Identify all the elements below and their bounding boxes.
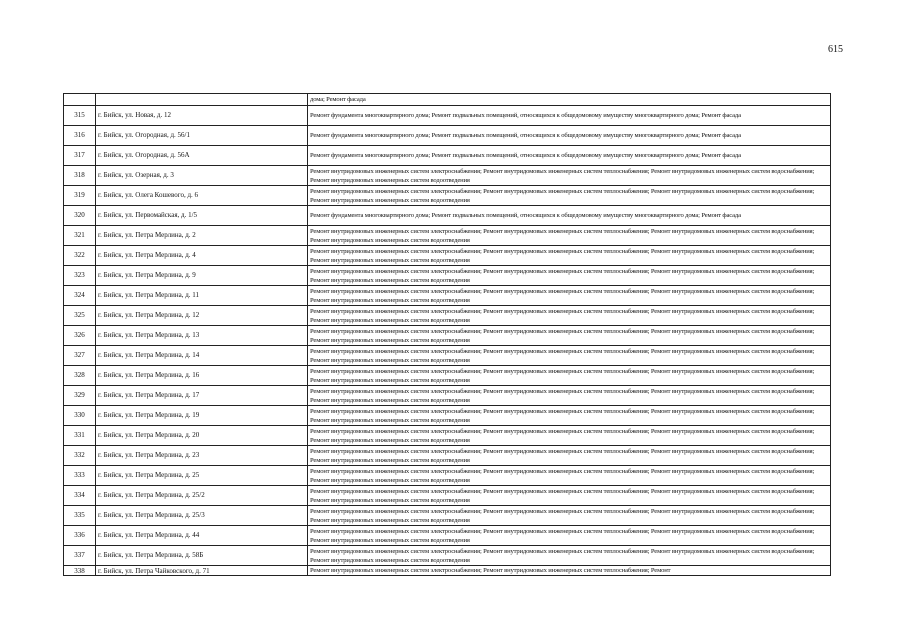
works-cell: Ремонт внутридомовых инженерных систем электроснабжения; Ремонт внутридомовых инженерных систем теплоснабжения; Ремонт внутридомовых инженерных систем водоснабжения; Ремонт внутридомовых инженерных систем водоотведения (308, 226, 831, 246)
works-cell: Ремонт внутридомовых инженерных систем электроснабжения; Ремонт внутридомовых инженерных систем теплоснабжения; Ремонт внутридомовых инженерных систем водоснабжения; Ремонт внутридомовых инженерных систем водоотведения (308, 446, 831, 466)
address-cell: г. Бийск, ул. Петра Мерлина, д. 11 (96, 286, 308, 306)
table-row (64, 326, 831, 346)
works-cell: Ремонт внутридомовых инженерных систем электроснабжения; Ремонт внутридомовых инженерных систем теплоснабжения; Ремонт внутридомовых инженерных систем водоснабжения; Ремонт внутридомовых инженерных систем водоотведения (308, 386, 831, 406)
address-cell: г. Бийск, ул. Новая, д. 12 (96, 106, 308, 126)
address-cell: г. Бийск, ул. Петра Чайковского, д. 71 (96, 566, 308, 576)
row-number-cell: 337 (64, 546, 96, 566)
row-number-cell: 330 (64, 406, 96, 426)
works-cell: Ремонт внутридомовых инженерных систем электроснабжения; Ремонт внутридомовых инженерных систем теплоснабжения; Ремонт внутридомовых инженерных систем водоснабжения; Ремонт внутридомовых инженерных систем водоотведения (308, 306, 831, 326)
row-number-cell: 333 (64, 466, 96, 486)
table-row (64, 466, 831, 486)
works-cell: Ремонт внутридомовых инженерных систем электроснабжения; Ремонт внутридомовых инженерных систем теплоснабжения; Ремонт внутридомовых инженерных систем водоснабжения; Ремонт внутридомовых инженерных систем водоотведения (308, 366, 831, 386)
table-row (64, 226, 831, 246)
table-row (64, 146, 831, 166)
table-row-continuation (64, 94, 831, 106)
works-cell: Ремонт фундамента многоквартирного дома; Ремонт подвальных помещений, относящихся к общедомовому имуществу многоквартирного дома; Ремонт фасада (308, 126, 831, 146)
works-cell: Ремонт внутридомовых инженерных систем электроснабжения; Ремонт внутридомовых инженерных систем теплоснабжения; Ремонт внутридомовых инженерных систем водоснабжения; Ремонт внутридомовых инженерных систем водоотведения (308, 166, 831, 186)
address-cell: г. Бийск, ул. Петра Мерлина, д. 14 (96, 346, 308, 366)
row-number-cell: 336 (64, 526, 96, 546)
address-cell: г. Бийск, ул. Петра Мерлина, д. 25/3 (96, 506, 308, 526)
address-cell: г. Бийск, ул. Петра Мерлина, д. 17 (96, 386, 308, 406)
row-number-cell: 325 (64, 306, 96, 326)
table-row (64, 346, 831, 366)
row-number-cell: 317 (64, 146, 96, 166)
works-cell: Ремонт внутридомовых инженерных систем электроснабжения; Ремонт внутридомовых инженерных систем теплоснабжения; Ремонт внутридомовых инженерных систем водоснабжения; Ремонт внутридомовых инженерных систем водоотведения (308, 426, 831, 446)
address-cell: г. Бийск, ул. Петра Мерлина, д. 2 (96, 226, 308, 246)
address-cell: г. Бийск, ул. Петра Мерлина, д. 16 (96, 366, 308, 386)
table-row (64, 446, 831, 466)
row-number-cell: 320 (64, 206, 96, 226)
row-number-cell: 332 (64, 446, 96, 466)
works-cell: Ремонт внутридомовых инженерных систем электроснабжения; Ремонт внутридомовых инженерных систем теплоснабжения; Ремонт внутридомовых инженерных систем водоснабжения; Ремонт внутридомовых инженерных систем водоотведения (308, 546, 831, 566)
address-cell: г. Бийск, ул. Петра Мерлина, д. 4 (96, 246, 308, 266)
address-cell: г. Бийск, ул. Петра Мерлина, д. 12 (96, 306, 308, 326)
works-cell: дома; Ремонт фасада (308, 94, 831, 106)
address-cell: г. Бийск, ул. Петра Мерлина, д. 44 (96, 526, 308, 546)
row-number-cell: 315 (64, 106, 96, 126)
row-number-cell: 331 (64, 426, 96, 446)
table-row (64, 406, 831, 426)
address-cell: г. Бийск, ул. Огородная, д. 56/1 (96, 126, 308, 146)
works-cell: Ремонт фундамента многоквартирного дома; Ремонт подвальных помещений, относящихся к общедомовому имуществу многоквартирного дома; Ремонт фасада (308, 206, 831, 226)
works-cell: Ремонт внутридомовых инженерных систем электроснабжения; Ремонт внутридомовых инженерных систем теплоснабжения; Ремонт внутридомовых инженерных систем водоснабжения; Ремонт внутридомовых инженерных систем водоотведения (308, 246, 831, 266)
row-number-cell: 319 (64, 186, 96, 206)
row-number-cell: 329 (64, 386, 96, 406)
address-cell: г. Бийск, ул. Петра Мерлина, д. 9 (96, 266, 308, 286)
row-number-cell: 327 (64, 346, 96, 366)
table-row-last (64, 566, 831, 576)
row-number-cell: 328 (64, 366, 96, 386)
table-row (64, 206, 831, 226)
address-cell: г. Бийск, ул. Петра Мерлина, д. 13 (96, 326, 308, 346)
address-cell: г. Бийск, ул. Петра Мерлина, д. 58Б (96, 546, 308, 566)
address-cell: г. Бийск, ул. Первомайская, д. 1/5 (96, 206, 308, 226)
table-body (64, 94, 831, 576)
works-cell: Ремонт внутридомовых инженерных систем электроснабжения; Ремонт внутридомовых инженерных систем теплоснабжения; Ремонт (308, 566, 831, 576)
table-row (64, 506, 831, 526)
table-row (64, 306, 831, 326)
row-number-cell: 318 (64, 166, 96, 186)
works-cell: Ремонт внутридомовых инженерных систем электроснабжения; Ремонт внутридомовых инженерных систем теплоснабжения; Ремонт внутридомовых инженерных систем водоснабжения; Ремонт внутридомовых инженерных систем водоотведения (308, 286, 831, 306)
works-cell: Ремонт внутридомовых инженерных систем электроснабжения; Ремонт внутридомовых инженерных систем теплоснабжения; Ремонт внутридомовых инженерных систем водоснабжения; Ремонт внутридомовых инженерных систем водоотведения (308, 486, 831, 506)
address-cell: г. Бийск, ул. Петра Мерлина, д. 23 (96, 446, 308, 466)
row-number-cell: 323 (64, 266, 96, 286)
table-row (64, 106, 831, 126)
table-row (64, 386, 831, 406)
row-number-cell: 335 (64, 506, 96, 526)
table-row (64, 126, 831, 146)
capital-repair-table (63, 93, 831, 576)
address-cell: г. Бийск, ул. Петра Мерлина, д. 25/2 (96, 486, 308, 506)
row-number-cell: 324 (64, 286, 96, 306)
table-row (64, 286, 831, 306)
address-cell: г. Бийск, ул. Петра Мерлина, д. 25 (96, 466, 308, 486)
table-row (64, 546, 831, 566)
works-cell: Ремонт внутридомовых инженерных систем электроснабжения; Ремонт внутридомовых инженерных систем теплоснабжения; Ремонт внутридомовых инженерных систем водоснабжения; Ремонт внутридомовых инженерных систем водоотведения (308, 266, 831, 286)
address-cell: г. Бийск, ул. Петра Мерлина, д. 19 (96, 406, 308, 426)
works-cell: Ремонт внутридомовых инженерных систем электроснабжения; Ремонт внутридомовых инженерных систем теплоснабжения; Ремонт внутридомовых инженерных систем водоснабжения; Ремонт внутридомовых инженерных систем водоотведения (308, 346, 831, 366)
table-row (64, 186, 831, 206)
row-number-cell: 316 (64, 126, 96, 146)
row-number-cell: 334 (64, 486, 96, 506)
table-row (64, 166, 831, 186)
row-number-cell: 321 (64, 226, 96, 246)
page-number: 615 (828, 44, 843, 55)
works-cell: Ремонт внутридомовых инженерных систем электроснабжения; Ремонт внутридомовых инженерных систем теплоснабжения; Ремонт внутридомовых инженерных систем водоснабжения; Ремонт внутридомовых инженерных систем водоотведения (308, 326, 831, 346)
row-number-cell: 338 (64, 566, 96, 576)
works-cell: Ремонт внутридомовых инженерных систем электроснабжения; Ремонт внутридомовых инженерных систем теплоснабжения; Ремонт внутридомовых инженерных систем водоснабжения; Ремонт внутридомовых инженерных систем водоотведения (308, 186, 831, 206)
table-row (64, 426, 831, 446)
works-cell: Ремонт фундамента многоквартирного дома; Ремонт подвальных помещений, относящихся к общедомовому имуществу многоквартирного дома; Ремонт фасада (308, 146, 831, 166)
address-cell: г. Бийск, ул. Озерная, д. 3 (96, 166, 308, 186)
works-cell: Ремонт внутридомовых инженерных систем электроснабжения; Ремонт внутридомовых инженерных систем теплоснабжения; Ремонт внутридомовых инженерных систем водоснабжения; Ремонт внутридомовых инженерных систем водоотведения (308, 406, 831, 426)
address-cell (96, 94, 308, 106)
works-cell: Ремонт фундамента многоквартирного дома; Ремонт подвальных помещений, относящихся к общедомовому имуществу многоквартирного дома; Ремонт фасада (308, 106, 831, 126)
row-number-cell: 326 (64, 326, 96, 346)
table-row (64, 526, 831, 546)
row-number-cell: 322 (64, 246, 96, 266)
address-cell: г. Бийск, ул. Петра Мерлина, д. 20 (96, 426, 308, 446)
address-cell: г. Бийск, ул. Олега Кошевого, д. 6 (96, 186, 308, 206)
works-cell: Ремонт внутридомовых инженерных систем электроснабжения; Ремонт внутридомовых инженерных систем теплоснабжения; Ремонт внутридомовых инженерных систем водоснабжения; Ремонт внутридомовых инженерных систем водоотведения (308, 466, 831, 486)
row-number-cell (64, 94, 96, 106)
table-row (64, 266, 831, 286)
works-cell: Ремонт внутридомовых инженерных систем электроснабжения; Ремонт внутридомовых инженерных систем теплоснабжения; Ремонт внутридомовых инженерных систем водоснабжения; Ремонт внутридомовых инженерных систем водоотведения (308, 526, 831, 546)
table-row (64, 366, 831, 386)
table-row (64, 486, 831, 506)
works-cell: Ремонт внутридомовых инженерных систем электроснабжения; Ремонт внутридомовых инженерных систем теплоснабжения; Ремонт внутридомовых инженерных систем водоснабжения; Ремонт внутридомовых инженерных систем водоотведения (308, 506, 831, 526)
address-cell: г. Бийск, ул. Огородная, д. 56А (96, 146, 308, 166)
table-row (64, 246, 831, 266)
